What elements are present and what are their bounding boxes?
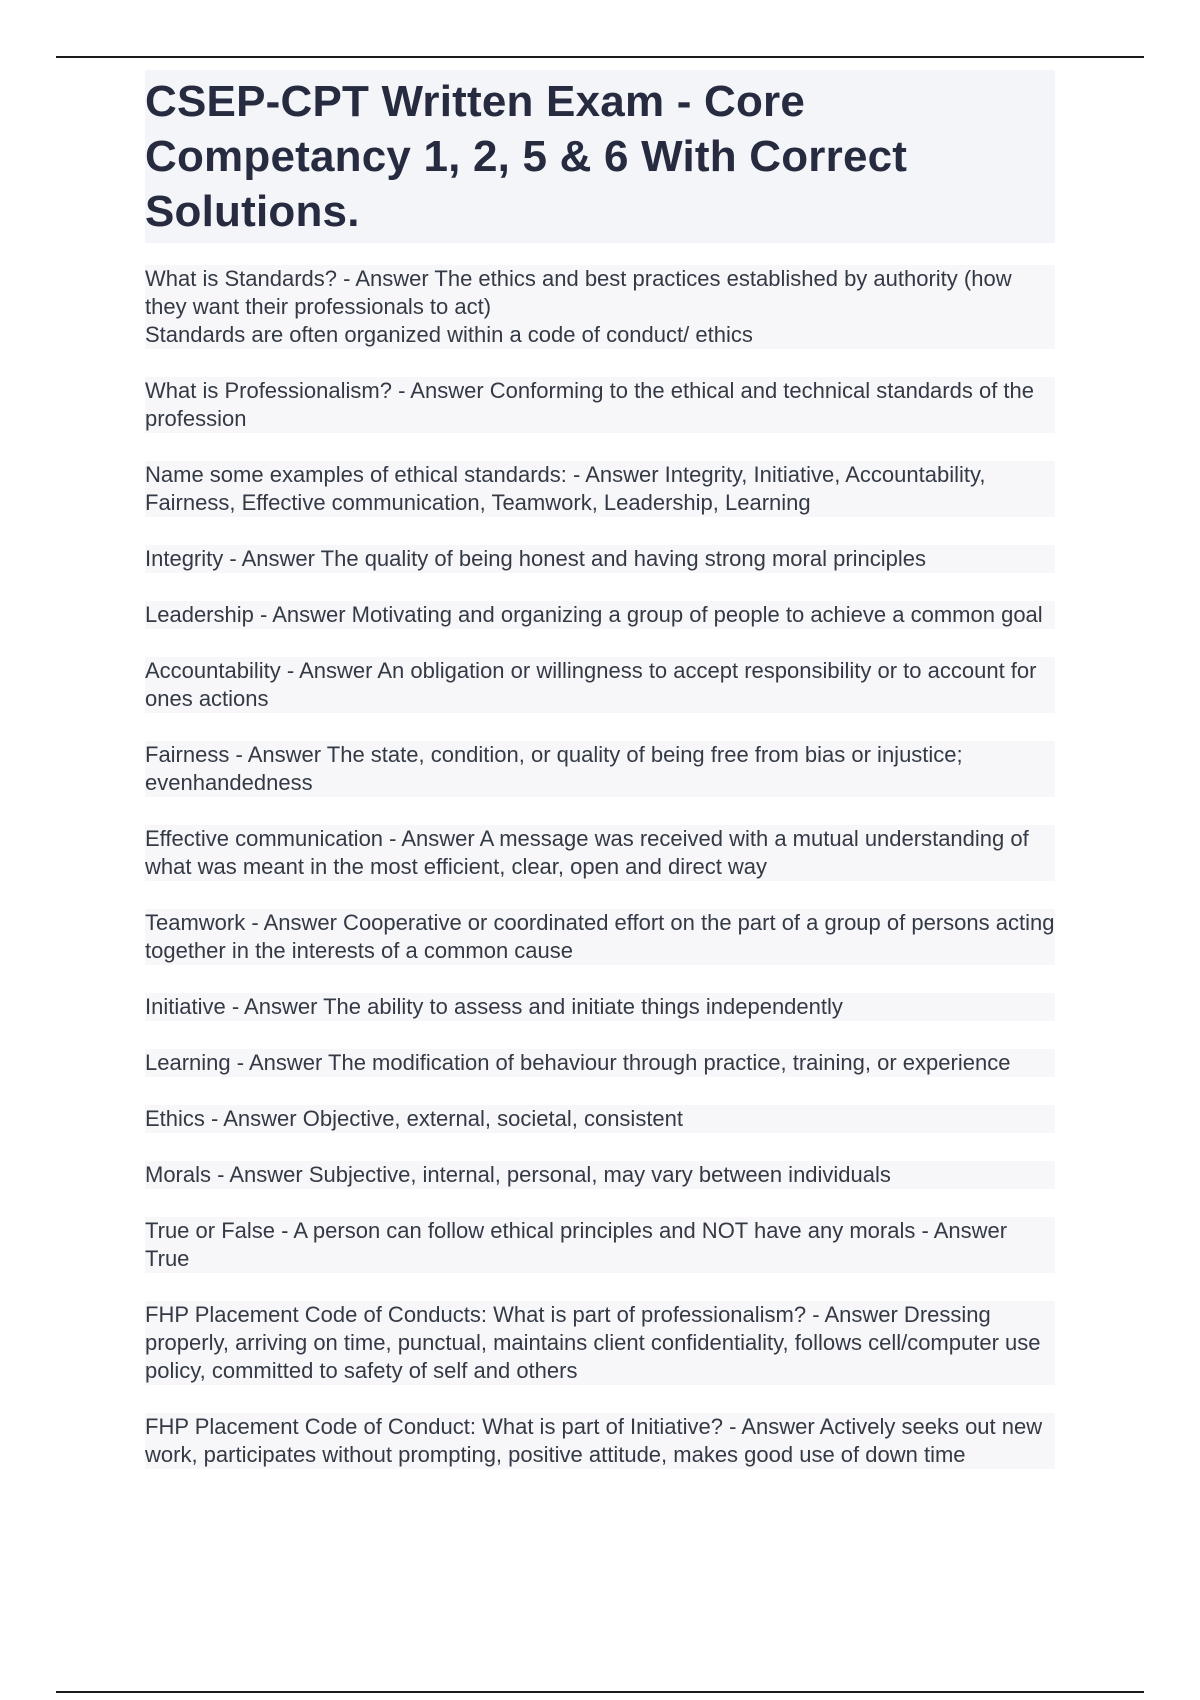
qa-item: True or False - A person can follow ethical principles and NOT have any morals - Answer True [145,1217,1055,1273]
qa-item: Ethics - Answer Objective, external, societal, consistent [145,1105,1055,1133]
qa-item: Accountability - Answer An obligation or willingness to accept responsibility or to account for ones actions [145,657,1055,713]
qa-item: What is Standards? - Answer The ethics and best practices established by authority (how they want their professionals to act) Standards are often organized within a code of conduct/ ethics [145,265,1055,349]
document-title: CSEP-CPT Written Exam - Core Competancy 1, 2, 5 & 6 With Correct Solutions. [145,77,908,236]
qa-item: Teamwork - Answer Cooperative or coordinated effort on the part of a group of persons acting together in the interests of a common cause [145,910,1055,963]
qa-item: Effective communication - Answer A message was received with a mutual understanding of what was meant in the most efficient, clear, open and direct way [145,825,1055,881]
bottom-divider [56,1691,1144,1693]
qa-item: FHP Placement Code of Conducts: What is part of professionalism? - Answer Dressing properly, arriving on time, punctual, maintains client confidentiality, follows cell/computer use policy, committed to safety of self and others [145,1301,1055,1385]
qa-item: Integrity - Answer The quality of being honest and having strong moral principles [145,545,1055,573]
qa-item: FHP Placement Code of Conduct: What is part of Initiative? - Answer Actively seeks out new work, participates without prompting, positive attitude, makes good use of down time [145,1413,1055,1469]
qa-item: What is Professionalism? - Answer Conforming to the ethical and technical standards of the profession [145,377,1055,433]
qa-item: Morals - Answer Subjective, internal, personal, may vary between individuals [145,1161,1055,1189]
qa-item: Fairness - Answer The state, condition, or quality of being free from bias or injustice; evenhandedness [145,741,1055,797]
qa-item: Leadership - Answer Motivating and organizing a group of people to achieve a common goal [145,601,1055,629]
qa-list [145,265,1055,1469]
qa-item: Learning - Answer The modification of behaviour through practice, training, or experience [145,1049,1055,1077]
top-divider [56,56,1144,58]
qa-item: Name some examples of ethical standards: - Answer Integrity, Initiative, Accountability, Fairness, Effective communication, Teamwork, Leadership, Learning [145,461,1055,517]
title-block [145,70,1055,243]
qa-item: Initiative - Answer The ability to assess and initiate things independently [145,993,1055,1021]
document-body [145,70,1055,1497]
